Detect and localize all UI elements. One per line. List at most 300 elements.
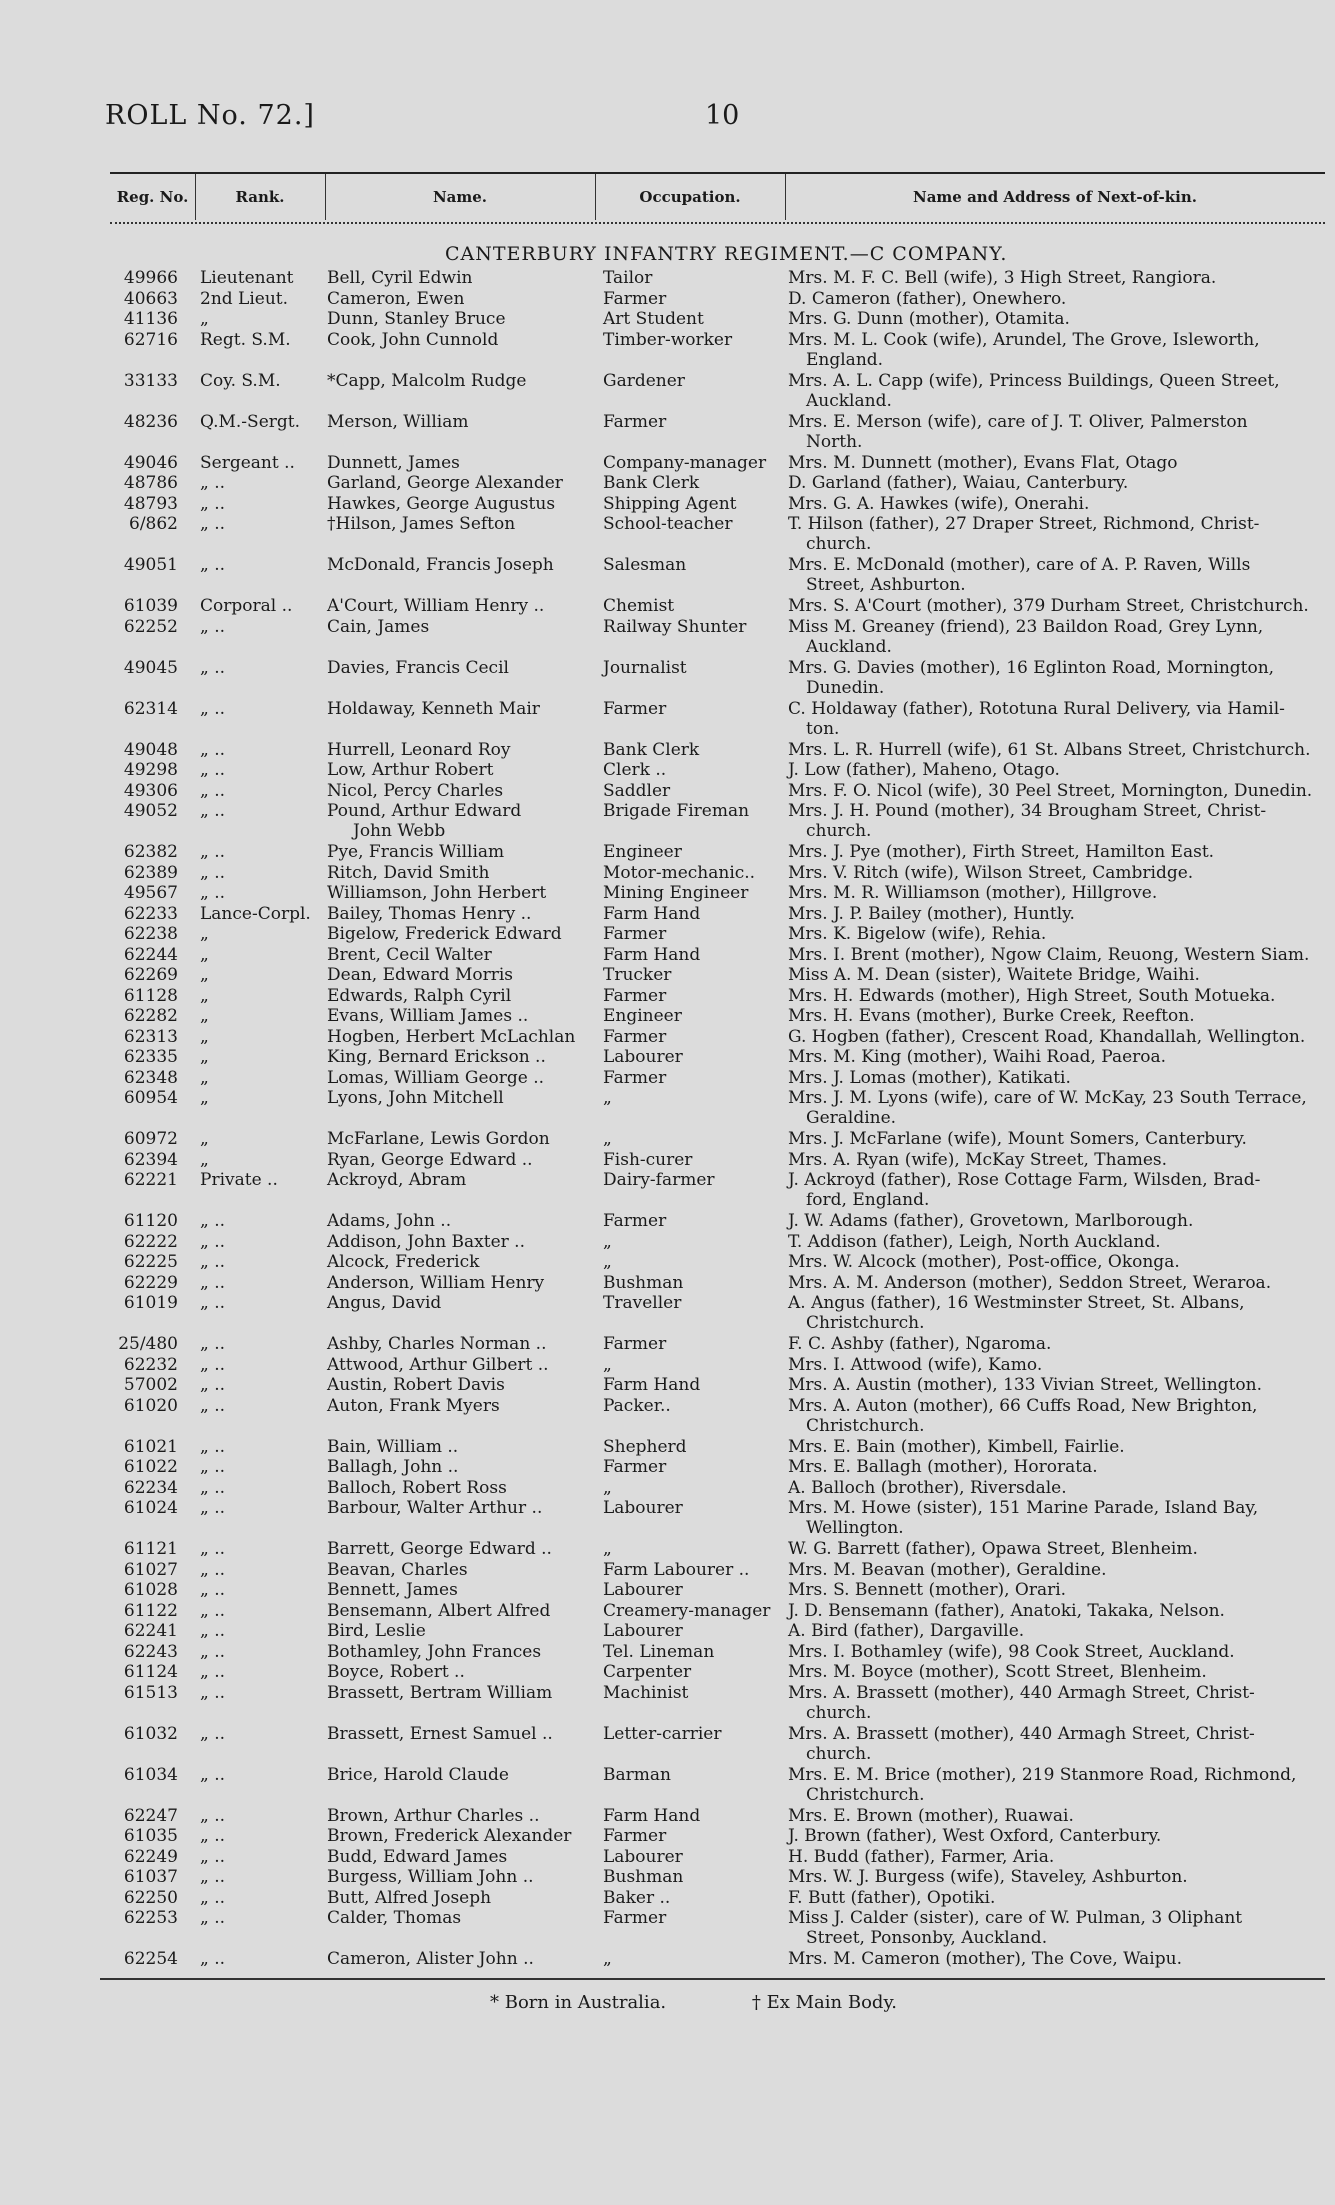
next-of-kin-line: England. — [806, 349, 884, 370]
rank: „ .. — [200, 1621, 226, 1641]
reg-number: 62234 — [123, 1477, 178, 1498]
rank: 2nd Lieut. — [200, 288, 289, 309]
rank: „ .. — [200, 801, 226, 821]
next-of-kin-line: A. Bird (father), Dargaville. — [788, 1621, 1025, 1641]
footnote: * Born in Australia. — [490, 1992, 667, 2013]
soldier-name: Nicol, Percy Charles — [327, 780, 504, 801]
table-row — [0, 1621, 1335, 1642]
next-of-kin-line: F. C. Ashby (father), Ngaroma. — [788, 1334, 1052, 1354]
rank: „ .. — [200, 1908, 226, 1928]
rank: „ .. — [200, 1723, 226, 1744]
occupation: Farmer — [603, 698, 667, 719]
next-of-kin — [788, 699, 1328, 739]
next-of-kin-line: ton. — [806, 718, 840, 739]
rank: „ .. — [200, 514, 226, 534]
rank: „ .. — [200, 1764, 226, 1785]
soldier-name: McFarlane, Lewis Gordon — [327, 1129, 550, 1149]
soldier-name: Cameron, Ewen — [327, 288, 465, 309]
next-of-kin-line: Mrs. E. Brown (mother), Ruawai. — [788, 1805, 1074, 1826]
next-of-kin-line: church. — [806, 821, 872, 841]
next-of-kin-line: Mrs. L. R. Hurrell (wife), 61 St. Albans Street, Christchurch. — [788, 739, 1311, 760]
rank: „ — [200, 944, 209, 965]
rank: „ .. — [200, 1805, 226, 1826]
soldier-name: Cameron, Alister John .. — [327, 1949, 534, 1969]
rank: „ .. — [200, 739, 226, 760]
occupation: Labourer — [603, 1621, 683, 1641]
next-of-kin-line: G. Hogben (father), Crescent Road, Khandallah, Wellington. — [788, 1026, 1306, 1047]
table-row — [0, 1478, 1335, 1499]
occupation: Bushman — [603, 1272, 684, 1293]
rank: Q.M.-Sergt. — [200, 411, 300, 432]
next-of-kin — [788, 1355, 1328, 1375]
soldier-name: Lyons, John Mitchell — [327, 1088, 504, 1108]
next-of-kin-line: Dunedin. — [806, 677, 885, 698]
table-row — [0, 1724, 1335, 1765]
rank: „ .. — [200, 1334, 226, 1354]
next-of-kin — [788, 781, 1328, 801]
next-of-kin — [788, 740, 1328, 760]
table-row — [0, 904, 1335, 925]
occupation: Farmer — [603, 1908, 667, 1928]
rank: Lance-Corpl. — [200, 903, 311, 924]
soldier-name: Balloch, Robert Ross — [327, 1477, 507, 1498]
table-row — [0, 1150, 1335, 1171]
soldier-name: Ritch, David Smith — [327, 862, 490, 883]
next-of-kin — [788, 1621, 1328, 1641]
next-of-kin — [788, 986, 1328, 1006]
next-of-kin — [788, 658, 1328, 698]
soldier-name: Bird, Leslie — [327, 1621, 426, 1641]
next-of-kin — [788, 1867, 1328, 1887]
soldier-name: Austin, Robert Davis — [327, 1375, 505, 1395]
rank: „ — [200, 1067, 209, 1088]
rank: „ .. — [200, 1477, 226, 1498]
next-of-kin-line: Mrs. A. Austin (mother), 133 Vivian Street, Wellington. — [788, 1375, 1262, 1395]
next-of-kin-line: Mrs. I. Attwood (wife), Kamo. — [788, 1354, 1043, 1375]
reg-number: 62221 — [123, 1170, 178, 1190]
next-of-kin-line: F. Butt (father), Opotiki. — [788, 1887, 996, 1908]
next-of-kin-line: Mrs. I. Brent (mother), Ngow Claim, Reuong, Western Siam. — [788, 944, 1310, 965]
rank: „ .. — [200, 1375, 226, 1395]
table-row — [0, 1006, 1335, 1027]
next-of-kin-line: Mrs. M. Dunnett (mother), Evans Flat, Otago — [788, 452, 1178, 473]
soldier-name: Dunnett, James — [327, 452, 460, 473]
rank: Private .. — [200, 1170, 278, 1190]
next-of-kin-line: Street, Ashburton. — [806, 575, 966, 595]
soldier-name: Cook, John Cunnold — [327, 329, 499, 350]
soldier-name: Bell, Cyril Edwin — [327, 268, 473, 288]
table-row — [0, 1047, 1335, 1068]
rank: „ .. — [200, 780, 226, 801]
soldier-name: Evans, William James .. — [327, 1006, 529, 1026]
table-row — [0, 1396, 1335, 1437]
next-of-kin — [788, 1129, 1328, 1149]
table-row — [0, 473, 1335, 494]
occupation: Tailor — [603, 268, 653, 288]
reg-number: 62243 — [123, 1641, 178, 1662]
next-of-kin-line: Mrs. A. Brassett (mother), 440 Armagh Street, Christ- — [788, 1723, 1255, 1744]
rank: Lieutenant — [200, 268, 294, 288]
next-of-kin — [788, 412, 1328, 452]
next-of-kin — [788, 1765, 1328, 1805]
table-row — [0, 371, 1335, 412]
next-of-kin — [788, 309, 1328, 329]
next-of-kin — [788, 945, 1328, 965]
occupation: Machinist — [603, 1682, 689, 1703]
soldier-name: Anderson, William Henry — [327, 1272, 545, 1293]
reg-number: 61124 — [123, 1662, 178, 1682]
next-of-kin-line: Mrs. M. F. C. Bell (wife), 3 High Street, Rangiora. — [788, 268, 1217, 288]
occupation: „ — [603, 1231, 612, 1252]
reg-number: 62225 — [123, 1252, 178, 1272]
table-row — [0, 494, 1335, 515]
reg-number: 62394 — [123, 1149, 178, 1170]
reg-number: 62253 — [123, 1908, 178, 1928]
occupation: Carpenter — [603, 1662, 692, 1682]
next-of-kin-line: Mrs. M. King (mother), Waihi Road, Paeroa. — [788, 1047, 1167, 1067]
next-of-kin-line: T. Hilson (father), 27 Draper Street, Richmond, Christ- — [788, 514, 1260, 534]
next-of-kin-line: Mrs. A. L. Capp (wife), Princess Buildings, Queen Street, — [788, 370, 1280, 391]
next-of-kin — [788, 1642, 1328, 1662]
occupation: Railway Shunter — [603, 616, 747, 637]
next-of-kin-line: Mrs. M. Boyce (mother), Scott Street, Blenheim. — [788, 1662, 1207, 1682]
rank: „ .. — [200, 1498, 226, 1518]
next-of-kin — [788, 1232, 1328, 1252]
table-row — [0, 596, 1335, 617]
soldier-name: Lomas, William George .. — [327, 1067, 545, 1088]
reg-number: 62244 — [123, 944, 178, 965]
table-row — [0, 268, 1335, 289]
occupation: „ — [603, 1354, 612, 1375]
table-row — [0, 863, 1335, 884]
next-of-kin — [788, 494, 1328, 514]
reg-number: 49046 — [123, 452, 178, 473]
next-of-kin-line: Mrs. S. A'Court (mother), 379 Durham Street, Christchurch. — [788, 596, 1309, 616]
rank: „ — [200, 1129, 209, 1149]
reg-number: 61028 — [123, 1580, 178, 1600]
soldier-name: Boyce, Robert .. — [327, 1662, 465, 1682]
next-of-kin-line: ford, England. — [806, 1190, 930, 1210]
reg-number: 49051 — [123, 555, 178, 575]
rank: „ — [200, 965, 209, 985]
next-of-kin-line: North. — [806, 431, 863, 452]
next-of-kin-line: A. Angus (father), 16 Westminster Street, St. Albans, — [788, 1293, 1245, 1313]
occupation: Trucker — [603, 965, 672, 985]
table-row — [0, 1662, 1335, 1683]
soldier-name: Auton, Frank Myers — [327, 1395, 500, 1416]
column-header-row — [110, 172, 1325, 224]
next-of-kin-line: church. — [806, 1743, 872, 1764]
next-of-kin-line: Mrs. H. Evans (mother), Burke Creek, Reefton. — [788, 1006, 1195, 1026]
table-row — [0, 1252, 1335, 1273]
next-of-kin — [788, 1539, 1328, 1559]
occupation: Shipping Agent — [603, 493, 737, 514]
occupation: Bank Clerk — [603, 473, 700, 493]
footnote: † Ex Main Body. — [751, 1992, 897, 2013]
soldier-name: Brassett, Ernest Samuel .. — [327, 1723, 553, 1744]
occupation: Farmer — [603, 1067, 667, 1088]
table-row — [0, 1867, 1335, 1888]
reg-number: 49045 — [123, 657, 178, 678]
rank: „ .. — [200, 1211, 226, 1231]
occupation: School-teacher — [603, 514, 733, 534]
table-row — [0, 330, 1335, 371]
reg-number: 62229 — [123, 1272, 178, 1293]
next-of-kin-line: Mrs. M. Beavan (mother), Geraldine. — [788, 1559, 1107, 1580]
next-of-kin-line: Christchurch. — [806, 1784, 925, 1805]
reg-number: 57002 — [123, 1375, 178, 1395]
rank: „ — [200, 1088, 209, 1108]
occupation: Farm Hand — [603, 944, 701, 965]
soldier-name: Adams, John .. — [327, 1211, 452, 1231]
rank: „ .. — [200, 883, 226, 903]
next-of-kin-line: Mrs. A. Ryan (wife), McKay Street, Thames. — [788, 1149, 1168, 1170]
soldier-name: Bain, William .. — [327, 1436, 459, 1457]
reg-number: 62313 — [123, 1026, 178, 1047]
reg-number: 62232 — [123, 1354, 178, 1375]
occupation: Engineer — [603, 842, 682, 862]
reg-number: 48793 — [123, 493, 178, 514]
next-of-kin-line: Mrs. S. Bennett (mother), Orari. — [788, 1580, 1067, 1600]
occupation: Farmer — [603, 1826, 667, 1846]
next-of-kin-line: Geraldine. — [806, 1108, 897, 1128]
rank: „ .. — [200, 1887, 226, 1908]
reg-number: 62254 — [123, 1949, 178, 1969]
table-row — [0, 1375, 1335, 1396]
next-of-kin-line: J. Ackroyd (father), Rose Cottage Farm, Wilsden, Brad- — [788, 1170, 1261, 1190]
soldier-name: Burgess, William John .. — [327, 1867, 534, 1887]
rank: „ — [200, 924, 209, 944]
next-of-kin-line: T. Addison (father), Leigh, North Auckland. — [788, 1231, 1161, 1252]
reg-number: 61122 — [123, 1600, 178, 1621]
next-of-kin — [788, 268, 1328, 288]
next-of-kin — [788, 1273, 1328, 1293]
soldier-name: King, Bernard Erickson .. — [327, 1047, 546, 1067]
rank: „ .. — [200, 1662, 226, 1682]
next-of-kin — [788, 1088, 1328, 1128]
occupation: Farmer — [603, 924, 667, 944]
occupation: Labourer — [603, 1846, 683, 1867]
next-of-kin-line: J. Brown (father), West Oxford, Canterbury. — [788, 1826, 1162, 1846]
table-row — [0, 1027, 1335, 1048]
next-of-kin — [788, 473, 1328, 493]
occupation: „ — [603, 1252, 612, 1272]
occupation: Farmer — [603, 288, 667, 309]
reg-number: 62348 — [123, 1067, 178, 1088]
next-of-kin-line: Mrs. W. Alcock (mother), Post-office, Okonga. — [788, 1252, 1180, 1272]
next-of-kin-line: Miss J. Calder (sister), care of W. Pulman, 3 Oliphant — [788, 1908, 1243, 1928]
next-of-kin — [788, 1888, 1328, 1908]
reg-number: 62241 — [123, 1621, 178, 1641]
next-of-kin-line: D. Garland (father), Waiau, Canterbury. — [788, 473, 1129, 493]
next-of-kin-line: C. Holdaway (father), Rototuna Rural Delivery, via Hamil- — [788, 698, 1285, 719]
next-of-kin-line: Mrs. J. Pye (mother), Firth Street, Hamilton East. — [788, 842, 1215, 862]
table-row — [0, 1908, 1335, 1949]
soldier-name: Dean, Edward Morris — [327, 965, 514, 985]
table-row — [0, 699, 1335, 740]
occupation: Farmer — [603, 1026, 667, 1047]
rank: „ .. — [200, 555, 226, 575]
reg-number: 40663 — [123, 288, 178, 309]
reg-number: 49567 — [123, 883, 178, 903]
table-row — [0, 842, 1335, 863]
reg-number: 61128 — [123, 985, 178, 1006]
soldier-name: Brice, Harold Claude — [327, 1764, 509, 1785]
occupation: Farmer — [603, 1334, 667, 1354]
next-of-kin — [788, 1724, 1328, 1764]
unit-title: CANTERBURY INFANTRY REGIMENT.—C COMPANY. — [445, 243, 1008, 265]
soldier-name: Addison, John Baxter .. — [327, 1231, 525, 1252]
rank: „ .. — [200, 1395, 226, 1416]
soldier-name: Bothamley, John Frances — [327, 1641, 542, 1662]
soldier-name: Hogben, Herbert McLachlan — [327, 1026, 576, 1047]
next-of-kin-line: Miss A. M. Dean (sister), Waitete Bridge, Waihi. — [788, 965, 1200, 985]
table-row — [0, 555, 1335, 596]
occupation: Shepherd — [603, 1436, 687, 1457]
reg-number: 62238 — [123, 924, 178, 944]
table-row — [0, 1826, 1335, 1847]
table-row — [0, 986, 1335, 1007]
occupation: Letter-carrier — [603, 1723, 722, 1744]
occupation: Farm Hand — [603, 1805, 701, 1826]
rank: „ .. — [200, 698, 226, 719]
table-row — [0, 1170, 1335, 1211]
occupation: Journalist — [603, 657, 687, 678]
next-of-kin — [788, 596, 1328, 616]
next-of-kin — [788, 1047, 1328, 1067]
soldier-name: Brent, Cecil Walter — [327, 944, 492, 965]
soldier-name: Ballagh, John .. — [327, 1457, 459, 1477]
soldier-name: Attwood, Arthur Gilbert .. — [327, 1354, 549, 1375]
soldier-name: Bigelow, Frederick Edward — [327, 924, 562, 944]
occupation: „ — [603, 1949, 612, 1969]
occupation: „ — [603, 1129, 612, 1149]
rank: „ .. — [200, 1867, 226, 1887]
occupation: Labourer — [603, 1498, 683, 1518]
soldier-name: Budd, Edward James — [327, 1846, 508, 1867]
table-row — [0, 1232, 1335, 1253]
soldier-name: Calder, Thomas — [327, 1908, 462, 1928]
next-of-kin — [788, 1252, 1328, 1272]
table-row — [0, 883, 1335, 904]
occupation: „ — [603, 1088, 612, 1108]
table-row — [0, 617, 1335, 658]
next-of-kin — [788, 883, 1328, 903]
next-of-kin-line: Mrs. M. Howe (sister), 151 Marine Parade, Island Bay, — [788, 1498, 1259, 1518]
next-of-kin-line: church. — [806, 534, 872, 554]
next-of-kin — [788, 1826, 1328, 1846]
reg-number: 49298 — [123, 760, 178, 780]
next-of-kin-line: Mrs. J. M. Lyons (wife), care of W. McKay, 23 South Terrace, — [788, 1088, 1307, 1108]
reg-number: 48786 — [123, 473, 178, 493]
table-row — [0, 965, 1335, 986]
occupation: Salesman — [603, 555, 687, 575]
rank: Regt. S.M. — [200, 329, 291, 350]
table-row — [0, 309, 1335, 330]
soldier-name: Edwards, Ralph Cyril — [327, 985, 512, 1006]
reg-number: 62314 — [123, 698, 178, 719]
reg-number: 62233 — [123, 903, 178, 924]
occupation: „ — [603, 1477, 612, 1498]
next-of-kin — [788, 1006, 1328, 1026]
next-of-kin-line: J. W. Adams (father), Grovetown, Marlborough. — [788, 1211, 1194, 1231]
occupation: Barman — [603, 1764, 671, 1785]
table-row — [0, 1498, 1335, 1539]
soldier-name: Bensemann, Albert Alfred — [327, 1600, 551, 1621]
rank: „ — [200, 309, 209, 329]
next-of-kin-line: Christchurch. — [806, 1415, 925, 1436]
occupation: Labourer — [603, 1047, 683, 1067]
rank: „ — [200, 1047, 209, 1067]
next-of-kin-line: Street, Ponsonby, Auckland. — [806, 1928, 1048, 1948]
next-of-kin-line: Mrs. E. M. Brice (mother), 219 Stanmore Road, Richmond, — [788, 1764, 1297, 1785]
table-row — [0, 1806, 1335, 1827]
soldier-name: Barrett, George Edward .. — [327, 1539, 552, 1559]
table-row — [0, 801, 1335, 842]
next-of-kin — [788, 924, 1328, 944]
reg-number: 62335 — [123, 1047, 178, 1067]
soldier-name: McDonald, Francis Joseph — [327, 555, 554, 575]
next-of-kin-line: Miss M. Greaney (friend), 23 Baildon Road, Grey Lynn, — [788, 616, 1264, 637]
next-of-kin — [788, 1806, 1328, 1826]
next-of-kin — [788, 1068, 1328, 1088]
table-row — [0, 1847, 1335, 1868]
table-row — [0, 1642, 1335, 1663]
col-header-name: Name. — [325, 174, 596, 220]
reg-number: 49306 — [123, 780, 178, 801]
table-row — [0, 1560, 1335, 1581]
reg-number: 62249 — [123, 1846, 178, 1867]
rank: „ .. — [200, 473, 226, 493]
table-row — [0, 289, 1335, 310]
next-of-kin — [788, 453, 1328, 473]
soldier-name: Ashby, Charles Norman .. — [327, 1334, 547, 1354]
table-row — [0, 1683, 1335, 1724]
table-row — [0, 1129, 1335, 1150]
reg-number: 62716 — [123, 329, 178, 350]
footnotes — [490, 1992, 977, 2013]
occupation: Baker .. — [603, 1887, 671, 1908]
reg-number: 62222 — [123, 1231, 178, 1252]
table-row — [0, 1273, 1335, 1294]
col-header-occupation: Occupation. — [595, 174, 786, 220]
next-of-kin — [788, 1293, 1328, 1333]
table-row — [0, 658, 1335, 699]
next-of-kin-line: Auckland. — [806, 390, 892, 411]
next-of-kin-line: church. — [806, 1702, 872, 1723]
next-of-kin-line: Mrs. H. Edwards (mother), High Street, South Motueka. — [788, 985, 1276, 1006]
next-of-kin — [788, 1949, 1328, 1969]
reg-number: 62247 — [123, 1805, 178, 1826]
col-header-kin: Name and Address of Next-of-kin. — [913, 188, 1197, 206]
rank: „ .. — [200, 1949, 226, 1969]
rank: „ .. — [200, 1293, 226, 1313]
occupation: Engineer — [603, 1006, 682, 1026]
rank: „ .. — [200, 1252, 226, 1272]
next-of-kin-line: H. Budd (father), Farmer, Aria. — [788, 1846, 1055, 1867]
next-of-kin-line: Mrs. J. Lomas (mother), Katikati. — [788, 1067, 1071, 1088]
next-of-kin-line: Mrs. M. R. Williamson (mother), Hillgrove. — [788, 883, 1158, 903]
soldier-name: Brassett, Bertram William — [327, 1682, 553, 1703]
next-of-kin-line: Mrs. E. Merson (wife), care of J. T. Oliver, Palmerston — [788, 411, 1248, 432]
roll-label: ROLL No. 72.] — [105, 100, 315, 131]
soldier-name: Merson, William — [327, 411, 469, 432]
occupation: Art Student — [603, 309, 704, 329]
next-of-kin-line: Mrs. E. McDonald (mother), care of A. P. Raven, Wills — [788, 555, 1251, 575]
next-of-kin — [788, 514, 1328, 554]
rank: „ .. — [200, 1457, 226, 1477]
rank: „ .. — [200, 1580, 226, 1600]
